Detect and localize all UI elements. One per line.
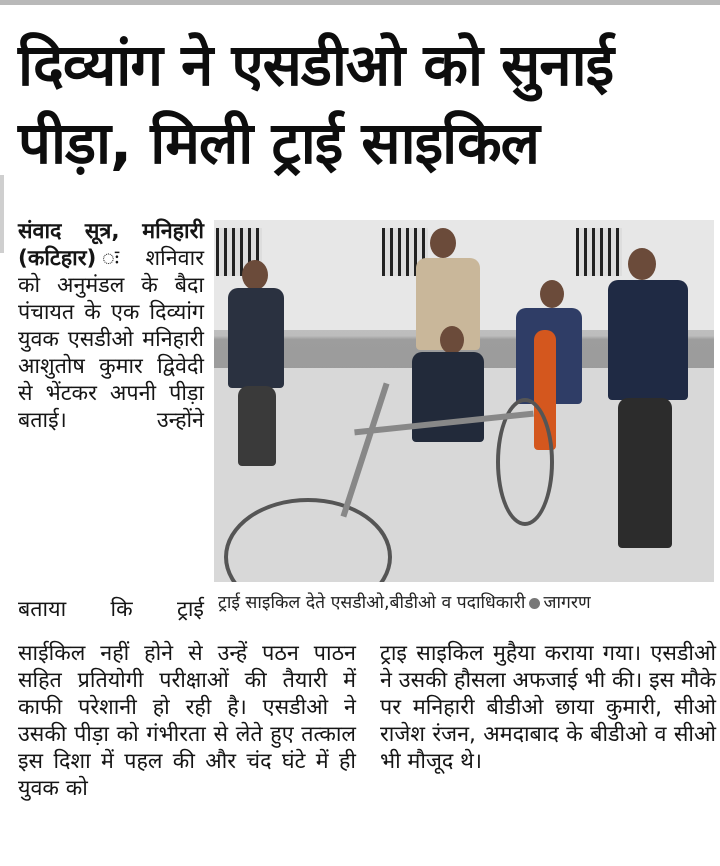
top-rule <box>0 0 720 5</box>
article-left-column <box>18 218 204 434</box>
headline-line-2: पीड़ा, मिली ट्राई साइकिल <box>18 109 540 177</box>
photo-caption-text: ट्राई साइकिल देते एसडीओ,बीडीओ व पदाधिकारी <box>218 593 526 613</box>
article-bottom-left-column: साईकिल नहीं होने से उन्हें पठन पाठन सहित प्रतियोगी परीक्षाओं की तैयारी में काफी परेशानी हो रही है। एसडीओ ने उसकी पीड़ा को गंभीरता से लेते हुए तत्काल इस दिशा में पहल की और चंद घंटे में ही युवक को <box>18 641 356 801</box>
dateline-place: मनिहारी (कटिहार) <box>18 219 204 271</box>
photo-credit: जागरण <box>543 593 591 613</box>
article-left-column-tail: बताया कि ट्राई <box>18 597 204 622</box>
headline-line-1: दिव्यांग ने एसडीओ को सुनाई <box>18 31 614 99</box>
margin-mark <box>0 175 4 253</box>
article-lead-text: ः शनिवार को अनुमंडल के बैदा पंचायत के एक दिव्यांग युवक एसडीओ मनिहारी आशुतोष कुमार द्विवेदी से भेंटकर अपनी पीड़ा बताई। उन्होंने <box>18 246 204 433</box>
headline <box>18 26 718 182</box>
photo-caption <box>218 590 716 616</box>
dateline-source: संवाद सूत्र, <box>18 219 120 244</box>
bullet-icon <box>529 598 540 609</box>
news-photo <box>214 220 714 582</box>
article-bottom-right-column: ट्राइ साइकिल मुहैया कराया गया। एसडीओ ने उसकी हौसला अफजाई भी की। इस मौके पर मनिहारी बीडीओ छाया कुमारी, सीओ राजेश रंजन, अमदाबाद के बीडीओ व सीओ भी मौजूद थे। <box>380 641 716 774</box>
